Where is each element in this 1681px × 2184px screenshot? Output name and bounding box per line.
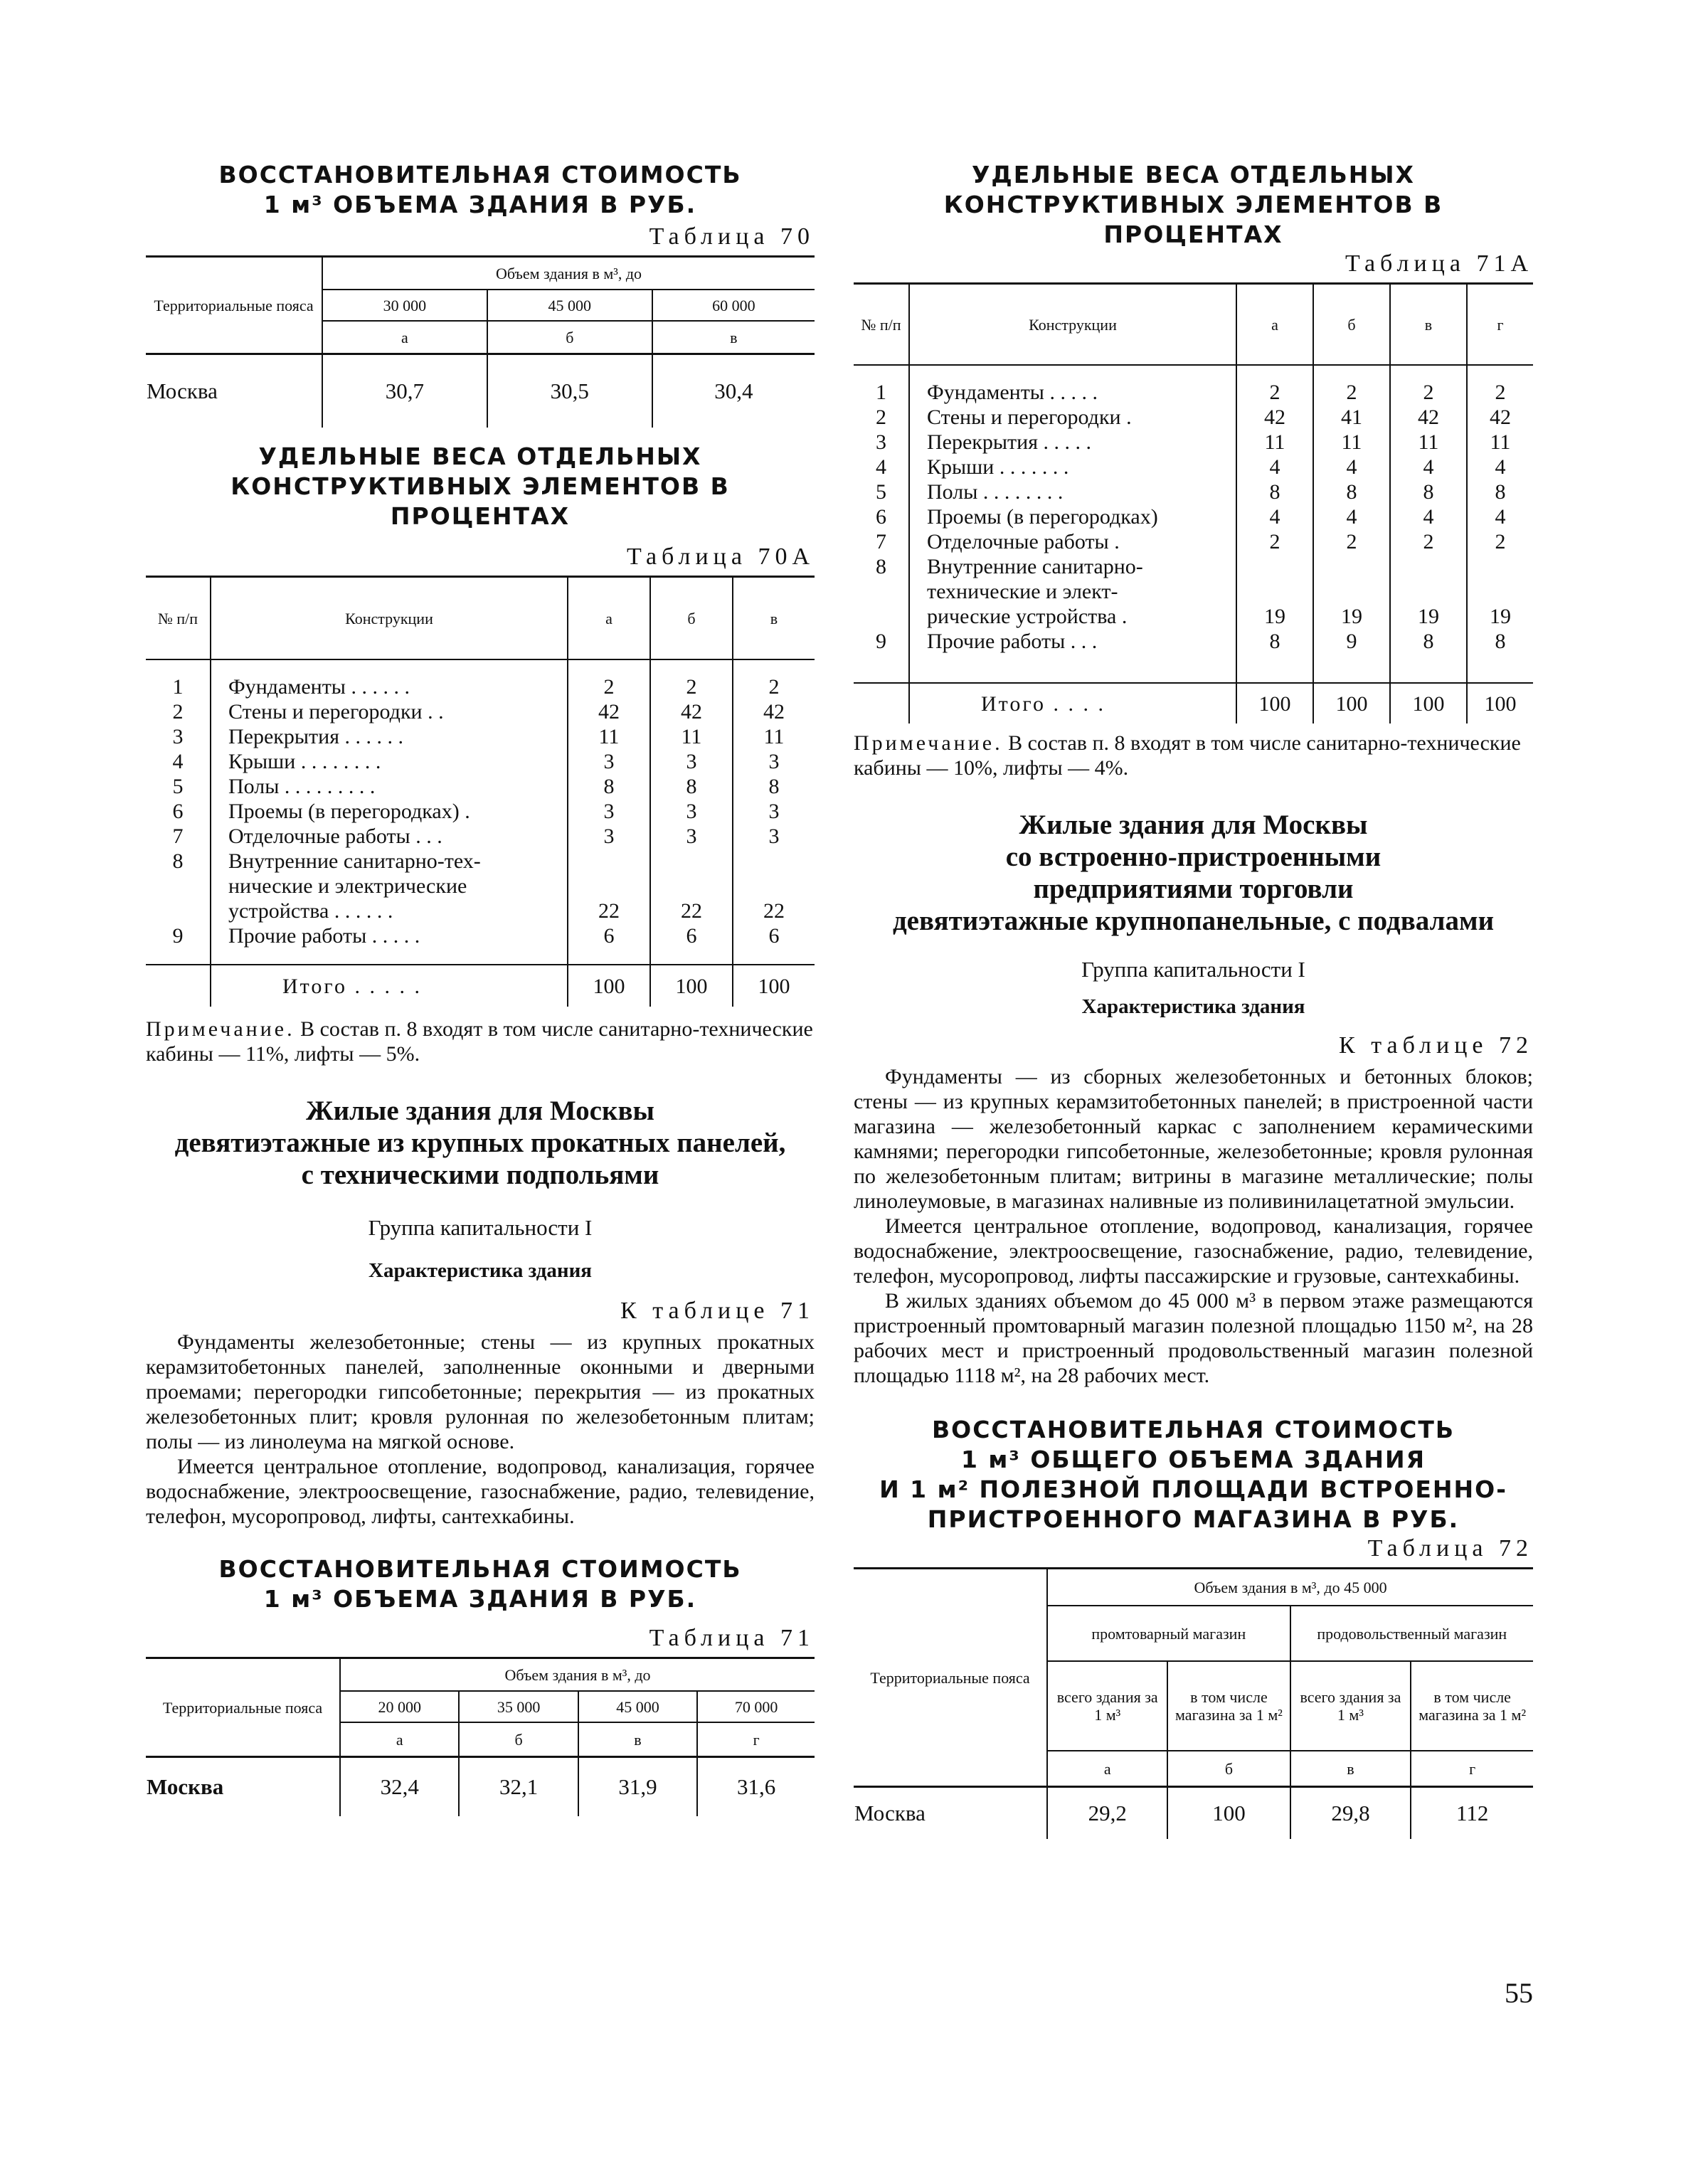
construction-name: Стены и перегородки . . <box>211 699 568 724</box>
percent-value <box>1390 579 1467 604</box>
construction-name: рические устройства . <box>909 604 1236 629</box>
table72-sub-header: всего здания за 1 м³ <box>1047 1661 1167 1751</box>
table72-title-line3: И 1 м² ПОЛЕЗНОЙ ПЛОЩАДИ ВСТРОЕННО- <box>879 1475 1507 1503</box>
table70-label: Таблица 70 <box>649 223 815 250</box>
table71a-total: 100 <box>1236 683 1313 723</box>
construction-name: Полы . . . . . . . . . <box>211 774 568 799</box>
table72-title-line4: ПРИСТРОЕННОГО МАГАЗИНА В РУБ. <box>927 1505 1460 1533</box>
percent-value: 4 <box>1236 504 1313 529</box>
row-number: 8 <box>172 849 184 873</box>
percent-value: 4 <box>1236 455 1313 479</box>
percent-value: 4 <box>1467 455 1533 479</box>
percent-value: 2 <box>1467 529 1533 554</box>
table71a-no-header: № п/п <box>854 284 909 366</box>
table72-value: 112 <box>1411 1787 1533 1840</box>
percent-value: 42 <box>1467 405 1533 430</box>
percent-value: 2 <box>1313 529 1390 554</box>
table72-volume-header: Объем здания в м³, до 45 000 <box>1047 1569 1533 1606</box>
row-number: 9 <box>876 630 886 653</box>
table71a-label: Таблица 71А <box>1345 250 1533 277</box>
percent-value: 42 <box>733 699 815 724</box>
table72-letter: а <box>1047 1751 1167 1787</box>
percent-value <box>1390 554 1467 579</box>
table70-letter: а <box>322 321 487 354</box>
left-column <box>146 160 815 1816</box>
section71-title-line3: с техническими подпольями <box>301 1160 659 1190</box>
table70-value: 30,7 <box>322 354 487 428</box>
table71a-total-label: Итого . . . . <box>909 683 1236 723</box>
row-number: 3 <box>876 430 886 454</box>
table70-col-header: 30 000 <box>322 290 487 321</box>
percent-value <box>568 874 650 898</box>
percent-value <box>1236 579 1313 604</box>
percent-value: 2 <box>1390 529 1467 554</box>
section72-group: Группа капитальности I <box>1081 957 1305 982</box>
percent-value: 3 <box>650 824 733 849</box>
table70a-letter: в <box>733 577 815 660</box>
percent-value: 4 <box>1390 504 1467 529</box>
table72-value: 29,2 <box>1047 1787 1167 1840</box>
percent-value: 11 <box>650 724 733 749</box>
table72-title-line1: ВОССТАНОВИТЕЛЬНАЯ СТОИМОСТЬ <box>932 1416 1455 1443</box>
table70-zones-header: Территориальные пояса <box>154 296 314 314</box>
table72-letter: г <box>1411 1751 1533 1787</box>
percent-value: 42 <box>1236 405 1313 430</box>
table70-value: 30,4 <box>652 354 815 428</box>
percent-value: 2 <box>1390 365 1467 405</box>
percent-value: 3 <box>733 799 815 824</box>
table70-title-line1: ВОССТАНОВИТЕЛЬНАЯ СТОИМОСТЬ <box>218 161 742 189</box>
table72-sub-header: в том числе магазина за 1 м² <box>1167 1661 1290 1751</box>
table-row <box>146 724 815 749</box>
percent-value: 11 <box>1236 430 1313 455</box>
percent-value: 3 <box>568 799 650 824</box>
table70a-body <box>146 659 815 948</box>
table72-sub-header: в том числе магазина за 1 м² <box>1411 1661 1533 1751</box>
table70a-total-label: Итого . . . . . <box>211 965 568 1007</box>
table71-letter: б <box>459 1722 578 1757</box>
construction-name: Полы . . . . . . . . <box>909 479 1236 504</box>
percent-value <box>1467 554 1533 579</box>
table-row <box>854 554 1533 579</box>
percent-value <box>1467 579 1533 604</box>
percent-value: 2 <box>1313 365 1390 405</box>
percent-value: 4 <box>1467 504 1533 529</box>
table72-letter: в <box>1290 1751 1411 1787</box>
section71-char-heading: Характеристика здания <box>368 1259 592 1282</box>
table71-volume-header: Объем здания в м³, до <box>340 1658 815 1692</box>
table70-col-header: 60 000 <box>652 290 815 321</box>
table71-title-line1: ВОССТАНОВИТЕЛЬНАЯ СТОИМОСТЬ <box>218 1555 742 1583</box>
table-row <box>146 659 815 699</box>
row-number: 4 <box>876 455 886 479</box>
section71-ref: К таблице 71 <box>620 1298 815 1324</box>
table71-title-line2: 1 м³ ОБЪЕМА ЗДАНИЯ В РУБ. <box>263 1585 697 1613</box>
percent-value: 11 <box>1313 430 1390 455</box>
table72-value: 100 <box>1167 1787 1290 1840</box>
row-number <box>854 579 909 604</box>
table70a-letter: б <box>650 577 733 660</box>
table-row <box>146 799 815 824</box>
percent-value: 8 <box>650 774 733 799</box>
construction-name: Фундаменты . . . . . . <box>211 659 568 699</box>
row-number: 5 <box>876 480 886 504</box>
construction-name: Прочие работы . . . <box>909 629 1236 654</box>
table-row <box>146 699 815 724</box>
table72 <box>854 1567 1533 1839</box>
table71a-letter: г <box>1467 284 1533 366</box>
table71a-note <box>854 731 1533 780</box>
percent-value: 3 <box>650 749 733 774</box>
table-row <box>854 504 1533 529</box>
construction-name: Внутренние санитарно-тех- <box>211 849 568 874</box>
table71a-total: 100 <box>1467 683 1533 723</box>
percent-value: 19 <box>1467 604 1533 629</box>
table71-letter: а <box>340 1722 459 1757</box>
construction-name: нические и электрические <box>211 874 568 898</box>
table-row <box>854 405 1533 430</box>
table72-letter: б <box>1167 1751 1290 1787</box>
section71-paragraph2: Имеется центральное отопление, водопровод, канализация, горячее водоснабжение, электроосвещение, газоснабжение, радио, телевидение, телефон, мусоропровод, лифты, сантехкабины. <box>146 1455 815 1528</box>
percent-value <box>1313 579 1390 604</box>
section72-paragraph3: В жилых зданиях объемом до 45 000 м³ в первом этаже размещаются пристроенный промтоварный магазин полезной площадью 1150 м², на 28 рабочих мест и пристроенный продовольственный магазин полезной площадью 1118 м², на 28 рабочих мест. <box>854 1289 1533 1387</box>
percent-value: 19 <box>1313 604 1390 629</box>
table71-label: Таблица 71 <box>649 1625 815 1651</box>
table71-col-header: 20 000 <box>340 1691 459 1722</box>
table71a-title-line1: УДЕЛЬНЫЕ ВЕСА ОТДЕЛЬНЫХ <box>971 161 1416 189</box>
percent-value: 6 <box>568 923 650 948</box>
section71-title-line1: Жилые здания для Москвы <box>306 1096 654 1126</box>
table70-title-line2: 1 м³ ОБЪЕМА ЗДАНИЯ В РУБ. <box>263 191 697 218</box>
percent-value <box>568 849 650 874</box>
section72-paragraph1: Фундаменты — из сборных железобетонных и бетонных блоков; стены — из крупных керамзитобетонных панелей; в пристроенной части магазина — железобетонный каркас с заполнением керамическими камнями; перегородки гипсобетонные, железобетонные; кровля рулонная по железобетонным плитам; витрины в магазине металлические; полы линолеумовые, в магазинах наливные из поливинилацетатной эмульсии. <box>854 1065 1533 1213</box>
table72-zones-header: Территориальные пояса <box>870 1668 1030 1687</box>
table71a-title-line2: КОНСТРУКТИВНЫХ ЭЛЕМЕНТОВ В ПРОЦЕНТАХ <box>943 191 1443 248</box>
percent-value: 22 <box>568 898 650 923</box>
percent-value: 41 <box>1313 405 1390 430</box>
table-row <box>146 749 815 774</box>
row-number <box>146 898 211 923</box>
construction-name: Фундаменты . . . . . <box>909 365 1236 405</box>
table71a <box>854 282 1533 723</box>
note-word: Примечание. <box>854 731 1003 755</box>
percent-value: 19 <box>1236 604 1313 629</box>
table71-col-header: 35 000 <box>459 1691 578 1722</box>
table70a-title-line1: УДЕЛЬНЫЕ ВЕСА ОТДЕЛЬНЫХ <box>258 442 702 470</box>
note-text: В состав п. 8 входят в том числе санитарно-технические кабины — 10%, лифты — 4%. <box>854 731 1521 780</box>
construction-name: технические и элект- <box>909 579 1236 604</box>
table71-row-name: Москва <box>147 1774 224 1799</box>
right-column <box>854 160 1533 1839</box>
percent-value <box>733 849 815 874</box>
row-number: 2 <box>172 700 184 723</box>
table70a-total: 100 <box>650 965 733 1007</box>
table71a-letter: в <box>1390 284 1467 366</box>
table-row <box>854 529 1533 554</box>
percent-value: 4 <box>1390 455 1467 479</box>
percent-value: 8 <box>1467 629 1533 654</box>
page-number: 55 <box>1505 1977 1533 2009</box>
table70a <box>146 576 815 1007</box>
percent-value: 8 <box>568 774 650 799</box>
construction-name: Перекрытия . . . . . <box>909 430 1236 455</box>
table-row <box>854 479 1533 504</box>
percent-value: 2 <box>733 659 815 699</box>
percent-value: 2 <box>568 659 650 699</box>
construction-name: Крыши . . . . . . . . <box>211 749 568 774</box>
percent-value: 2 <box>1236 365 1313 405</box>
table71a-letter: а <box>1236 284 1313 366</box>
table71-col-header: 70 000 <box>697 1691 815 1722</box>
table71a-body <box>854 365 1533 654</box>
table-row <box>146 898 815 923</box>
section72-title-line1: Жилые здания для Москвы <box>1019 810 1368 840</box>
percent-value: 6 <box>733 923 815 948</box>
table70a-title-line2: КОНСТРУКТИВНЫХ ЭЛЕМЕНТОВ В ПРОЦЕНТАХ <box>230 472 730 530</box>
table-row <box>146 849 815 874</box>
percent-value: 11 <box>733 724 815 749</box>
percent-value <box>650 874 733 898</box>
row-number: 9 <box>172 924 184 948</box>
section71-group: Группа капитальности I <box>368 1215 593 1240</box>
percent-value <box>1313 554 1390 579</box>
percent-value: 19 <box>1390 604 1467 629</box>
percent-value: 3 <box>568 749 650 774</box>
table70-letter: б <box>487 321 652 354</box>
table71a-total: 100 <box>1313 683 1390 723</box>
table71a-constr-header: Конструкции <box>909 284 1236 366</box>
table70-row-name: Москва <box>147 378 218 403</box>
percent-value: 11 <box>1467 430 1533 455</box>
percent-value: 8 <box>1236 479 1313 504</box>
table-row <box>854 579 1533 604</box>
table-row <box>854 629 1533 654</box>
row-number: 1 <box>172 675 184 699</box>
table71-letter: г <box>697 1722 815 1757</box>
table70 <box>146 255 815 428</box>
percent-value: 3 <box>733 824 815 849</box>
table70a-letter: а <box>568 577 650 660</box>
percent-value: 11 <box>1390 430 1467 455</box>
percent-value: 2 <box>1467 365 1533 405</box>
percent-value: 8 <box>1313 479 1390 504</box>
construction-name: Крыши . . . . . . . <box>909 455 1236 479</box>
percent-value: 6 <box>650 923 733 948</box>
percent-value: 3 <box>733 749 815 774</box>
percent-value: 42 <box>650 699 733 724</box>
row-number: 8 <box>876 555 886 578</box>
table70a-label: Таблица 70А <box>627 544 815 570</box>
table70a-total: 100 <box>568 965 650 1007</box>
row-number: 6 <box>876 505 886 529</box>
table71a-letter: б <box>1313 284 1390 366</box>
table70-volume-header: Объем здания в м³, до <box>322 257 815 290</box>
table-row <box>854 604 1533 629</box>
table71-value: 32,1 <box>459 1757 578 1817</box>
percent-value: 9 <box>1313 629 1390 654</box>
construction-name: Прочие работы . . . . . <box>211 923 568 948</box>
row-number: 5 <box>172 775 184 798</box>
row-number <box>854 604 909 629</box>
row-number <box>146 874 211 898</box>
table72-value: 29,8 <box>1290 1787 1411 1840</box>
percent-value <box>1236 554 1313 579</box>
table-row <box>854 430 1533 455</box>
table-row <box>854 365 1533 405</box>
construction-name: Проемы (в перегородках) . <box>211 799 568 824</box>
construction-name: Перекрытия . . . . . . <box>211 724 568 749</box>
table71 <box>146 1657 815 1816</box>
section72-title-line3: предприятиями торговли <box>1033 874 1354 904</box>
table70-value: 30,5 <box>487 354 652 428</box>
percent-value: 8 <box>1236 629 1313 654</box>
construction-name: Проемы (в перегородках) <box>909 504 1236 529</box>
table-row <box>146 774 815 799</box>
percent-value: 3 <box>650 799 733 824</box>
table-row <box>146 923 815 948</box>
table72-shop1-header: промтоварный магазин <box>1047 1606 1290 1661</box>
table70-letter: в <box>652 321 815 354</box>
table71-letter: в <box>578 1722 697 1757</box>
percent-value <box>650 849 733 874</box>
row-number: 1 <box>876 381 886 404</box>
table-row <box>146 824 815 849</box>
table70a-total: 100 <box>733 965 815 1007</box>
table72-row-name: Москва <box>854 1801 926 1825</box>
table71-col-header: 45 000 <box>578 1691 697 1722</box>
note-word: Примечание. <box>146 1017 295 1041</box>
percent-value: 22 <box>650 898 733 923</box>
row-number: 4 <box>172 750 184 773</box>
row-number: 2 <box>876 405 886 429</box>
table71a-total: 100 <box>1390 683 1467 723</box>
construction-name: устройства . . . . . . <box>211 898 568 923</box>
table71-zones-header: Территориальные пояса <box>162 1698 323 1717</box>
note-text: В состав п. 8 входят в том числе санитарно-технические кабины — 11%, лифты — 5%. <box>146 1017 813 1066</box>
percent-value: 3 <box>568 824 650 849</box>
table72-label: Таблица 72 <box>1367 1535 1533 1562</box>
percent-value: 8 <box>1467 479 1533 504</box>
percent-value: 22 <box>733 898 815 923</box>
percent-value: 2 <box>1236 529 1313 554</box>
section72-title-line2: со встроенно-пристроенными <box>1005 842 1382 872</box>
percent-value: 42 <box>1390 405 1467 430</box>
section71-title-line2: девятиэтажные из крупных прокатных панелей, <box>174 1128 786 1158</box>
section72-ref: К таблице 72 <box>1339 1032 1533 1059</box>
table70-col-header: 45 000 <box>487 290 652 321</box>
table70a-no-header: № п/п <box>146 577 211 660</box>
percent-value: 2 <box>650 659 733 699</box>
table72-sub-header: всего здания за 1 м³ <box>1290 1661 1411 1751</box>
percent-value: 8 <box>1390 479 1467 504</box>
row-number: 7 <box>172 825 184 848</box>
construction-name: Стены и перегородки . <box>909 405 1236 430</box>
table71-value: 32,4 <box>340 1757 459 1817</box>
row-number: 7 <box>876 530 886 553</box>
section72-char-heading: Характеристика здания <box>1081 995 1305 1018</box>
percent-value: 11 <box>568 724 650 749</box>
row-number: 6 <box>172 800 184 823</box>
construction-name: Отделочные работы . . . <box>211 824 568 849</box>
percent-value: 8 <box>1390 629 1467 654</box>
table70a-note <box>146 1017 815 1066</box>
percent-value: 4 <box>1313 455 1390 479</box>
percent-value: 8 <box>733 774 815 799</box>
table71-value: 31,6 <box>697 1757 815 1817</box>
table70a-constr-header: Конструкции <box>211 577 568 660</box>
section72-paragraph2: Имеется центральное отопление, водопровод, канализация, горячее водоснабжение, электроосвещение, газоснабжение, радио, телевидение, телефон, мусоропровод, лифты пассажирские и грузовые, сантехкабины. <box>854 1214 1533 1288</box>
section72-title-line4: девятиэтажные крупнопанельные, с подвалами <box>892 906 1495 936</box>
table71-value: 31,9 <box>578 1757 697 1817</box>
section71-paragraph1: Фундаменты железобетонные; стены — из крупных прокатных керамзитобетонных панелей, заполненные оконными и дверными проемами; перегородки гипсобетонные; перекрытия — из прокатных железобетонных плит; кровля рулонная по железобетонным плитам; полы — из линолеума на мягкой основе. <box>146 1330 815 1453</box>
table-row <box>146 874 815 898</box>
table-row <box>854 455 1533 479</box>
construction-name: Внутренние санитарно- <box>909 554 1236 579</box>
construction-name: Отделочные работы . <box>909 529 1236 554</box>
row-number: 3 <box>172 725 184 748</box>
table72-shop2-header: продовольственный магазин <box>1290 1606 1533 1661</box>
table72-title-line2: 1 м³ ОБЩЕГО ОБЪЕМА ЗДАНИЯ <box>960 1446 1426 1473</box>
percent-value: 42 <box>568 699 650 724</box>
percent-value <box>733 874 815 898</box>
percent-value: 4 <box>1313 504 1390 529</box>
